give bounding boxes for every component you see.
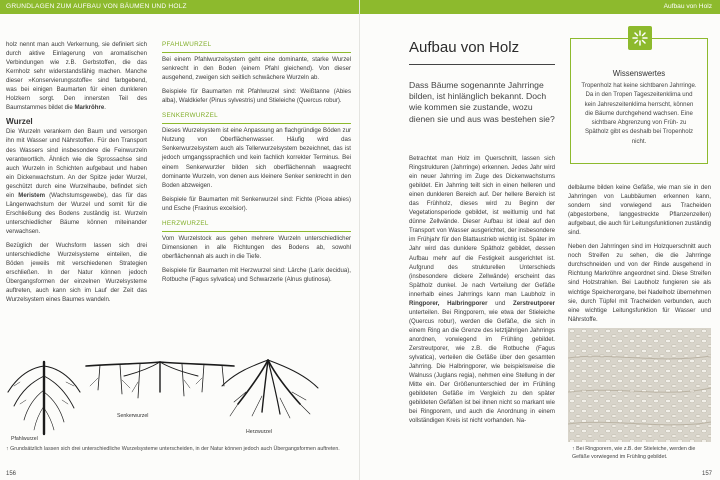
paragraph-wurzel: Die Wurzeln verankern den Baum und versorgen ihn mit Wasser und Nährstoffen. Für den Transport des Wassers sind insbesondere die Feinwurzeln verantwortlich. Ähnlich wie die Sprossachse sind auch Wurzeln in Schichten aufgebaut und haben ein Dickenwachstum. An der Spitze jeder Wurzel, geschützt durch eine Wurzelhaube, befindet sich ein Meristem (Wachstumsgewebe), das für das Längenwachstum der Wurzel und somit für die Erschließung des Bodens zuständig ist. Wurzeln unterschiedlicher Bäume können miteinander verwachsen. (6, 128, 147, 235)
label-herzwurzel: Herzwurzel (246, 429, 272, 435)
pfahlwurzel-roots (8, 362, 80, 434)
figure-caption: ↑ Grundsätzlich lassen sich drei unterschiedliche Wurzelsysteme unterscheiden, in der Natur können jedoch auch Übergangsformen auftreten. (6, 446, 340, 452)
paragraph-pfahlwurzel: Bei einem Pfahlwurzelsystem geht eine dominante, starke Wurzel senkrecht in den Boden (einem Pfahl gleichend). Von dieser ausgehend, zweigen sich seitlich schwächere Wurzeln ab. (162, 56, 351, 82)
page-number-left: 156 (6, 471, 17, 477)
paragraph-herzwurzel: Vom Wurzelstock aus gehen mehrere Wurzeln unterschiedlicher Dimensionen in alle Richtungen des Bodens ab, sowohl oberflächennah als auch in die Tiefe. (162, 234, 351, 260)
heading-senkerwurzel: SENKERWURZEL (162, 112, 218, 120)
info-box-title: Wissenswertes (612, 69, 666, 78)
paragraph-nadelbaeume: delbäume bilden keine Gefäße, wie man sie in den Jahrringen von Laubbäumen erkennen kann, sondern sind vorwiegend aus Tracheiden (abgestorbene, langgestreckte Pflanzenzellen) aufgebaut, die auch für Leitungsfunktionen zuständig sind. (568, 184, 711, 237)
paragraph-senkerwurzel-examples: Beispiele für Baumarten mit Senkerwurzel sind: Fichte (Picea abies) und Esche (Fraxinus excelsior). (162, 195, 351, 212)
paragraph-holzstrahlen: Neben den Jahrringen sind im Holzquerschnitt auch noch Streifen zu sehen, die die Jahrringe durchschneiden und von der Rinde ausgehend in Richtung Markröhre angeordnet sind. Diese Streifen sind Holzstrahlen. Bei Laubholz fungieren sie als wichtige Speicherorgane, bei Nadelholz übernehmen sie, durch Tüpfel mit Tracheiden verbunden, auch eine wichtige Leitungsfunktion für Wasser und Nährstoffe. (568, 243, 711, 323)
paragraph-wuchsform: Bezüglich der Wuchsform lassen sich drei unterschiedliche Wurzelsysteme einteilen, die Böden jeweils mit verschiedenen Strategien erschließen. In der Natur können jedoch Übergangsformen der einzelnen Wurzelsysteme auftreten, auch kann sich im Lauf der Zeit das Wurzelsystem eines Baumes wandeln. (6, 241, 147, 304)
heading-wurzel: Wurzel (6, 117, 33, 127)
page-number-right: 157 (701, 471, 712, 477)
info-box (570, 38, 708, 164)
title-rule (409, 64, 555, 65)
divider (162, 231, 351, 232)
left-col2 (162, 40, 351, 289)
senkerwurzel-roots (86, 362, 234, 398)
running-title-left: GRUNDLAGEN ZUM AUFBAU VON BÄUMEN UND HOLZ (0, 0, 359, 14)
right-page (360, 0, 720, 480)
divider (162, 52, 351, 53)
divider (162, 123, 351, 124)
running-title-right: Aufbau von Holz (360, 0, 720, 14)
left-col1 (6, 40, 147, 309)
lead-text: Dass Bäume sogenannte Jahrringe bilden, ist hinlänglich bekannt. Doch wie kommen sie zustande, wozu dienen sie und aus was bestehen sie? (409, 80, 555, 124)
root-systems-illustration (0, 352, 359, 448)
info-box-text: Tropenholz hat keine sichtbaren Jahrringe. Da in den Tropen Tageszeitenklima und kein Jahreszeitenklima herrscht, können die Bäume durchgehend wachsen. Eine sichtbare Abgrenzung von Früh- zu Spätholz gibt es deshalb bei Tropenholz nicht. (581, 82, 697, 145)
paragraph-jahrringe: Betrachtet man Holz im Querschnitt, lassen sich Ringstrukturen (Jahrringe) erkennen. Jedes Jahr wird ein neuer Jahrring im Zuge des Dickenwachstums gebildet. Ein Jahrring teilt sich in einen helleren und einen dunkleren Bereich auf. Der hellere Bereich ist das Frühholz, dieses wird zu Beginn der Vegetationsperiode gebildet, ist weitlumig und hat dünne Zellwände. Dieser Aufbau ist ideal auf den Transport von Wasser ausgerichtet, der insbesondere im Frühjahr für den Blattaustrieb wichtig ist. Später im Jahr wird das dunklere Spätholz gebildet, dessen Aufbau mehr auf die Festigkeit ausgerichtet ist. Aufgrund des strukturellen Unterschieds (insbesondere dickere Zellwände) erscheint das Spätholz dunkel. Je nach Verteilung der Gefäße innerhalb eines Jahrrings kann man Laubholz in Ringporer, Halbringporer und Zerstreutporer unterteilen. Bei Ringporern, wie etwa der Stieleiche (Quercus robur), werden die Gefäße, die sich in einem Ring an die Grenze des letztjährigen Jahrrings anordnen, vorwiegend im Frühling gebildet. Zerstreutporer, wie z.B. die Rotbuche (Fagus sylvatica), verteilen die Gefäße über den gesamten Jahrring. Die Halbringporer, wie beispielsweise die Walnuss (Juglans regia), nehmen eine Stellung in der Mitte ein. Der Größenunterschied der im Frühling gebildeten Gefäße im Vergleich zu den später gebildeten Gefäßen ist bei ihnen nicht so markant wie bei Ringporern, und auch die Anordnung in einem vollständigen Kreis ist nicht vorhanden. Na- (409, 155, 555, 425)
photo-caption: ↑ Bei Ringporern, wie z.B. der Stieleiche, werden die Gefäße vorwiegend im Frühling gebildet. (572, 446, 696, 460)
label-senkerwurzel: Senkerwurzel (117, 413, 149, 419)
right-col2 (568, 183, 711, 329)
page-title: Aufbau von Holz (409, 39, 520, 56)
paragraph-senkerwurzel: Dieses Wurzelsystem ist eine Anpassung an flachgründige Böden zur Nutzung von Oberflächenwasser. Häufig wird das Senkerwurzelsystem auch als Tellerwurzelsystem bezeichnet, das ist jedoch umgangssprachlich und kein fachlich korrekter Terminus. Bei einem Senkerwurzler bilden sich oberflächennah waagrecht dominante Wurzeln, von denen aus kleinere Senker senkrecht in den Boden abzweigen. (162, 127, 351, 189)
heading-herzwurzel: HERZWURZEL (162, 219, 209, 227)
right-col1 (409, 154, 555, 430)
paragraph-kernholz: holz nennt man auch Verkernung, sie definiert sich durch aktive Einlagerung von aromatischen Verbindungen wie z.B. Gerbstoffen, die das Kernholz sehr widerstandsfähig machen. Manche dieser »Konservierungsstoffe« sind farbgebend, was bei einigen Baumarten für einen dunkleren Holzkern sorgt. Den innersten Teil des Baumstammes bildet die Markröhre. (6, 41, 147, 112)
label-pfahlwurzel: Pfahlwurzel (11, 436, 38, 442)
heading-pfahlwurzel: PFAHLWURZEL (162, 41, 212, 48)
paragraph-pfahlwurzel-examples: Beispiele für Baumarten mit Pfahlwurzel sind: Weißtanne (Abies alba), Waldkiefer (Pinus sylvestris) und Stieleiche (Quercus robur). (162, 88, 351, 105)
sparkle-icon (628, 26, 652, 50)
paragraph-herzwurzel-examples: Beispiele für Baumarten mit Herzwurzel sind: Lärche (Larix decidua), Rotbuche (Fagus sylvatica) und Schwarzerle (Alnus glutinosa). (162, 266, 351, 283)
wood-cross-section-photo (568, 328, 711, 442)
herzwurzel-roots (222, 360, 318, 418)
